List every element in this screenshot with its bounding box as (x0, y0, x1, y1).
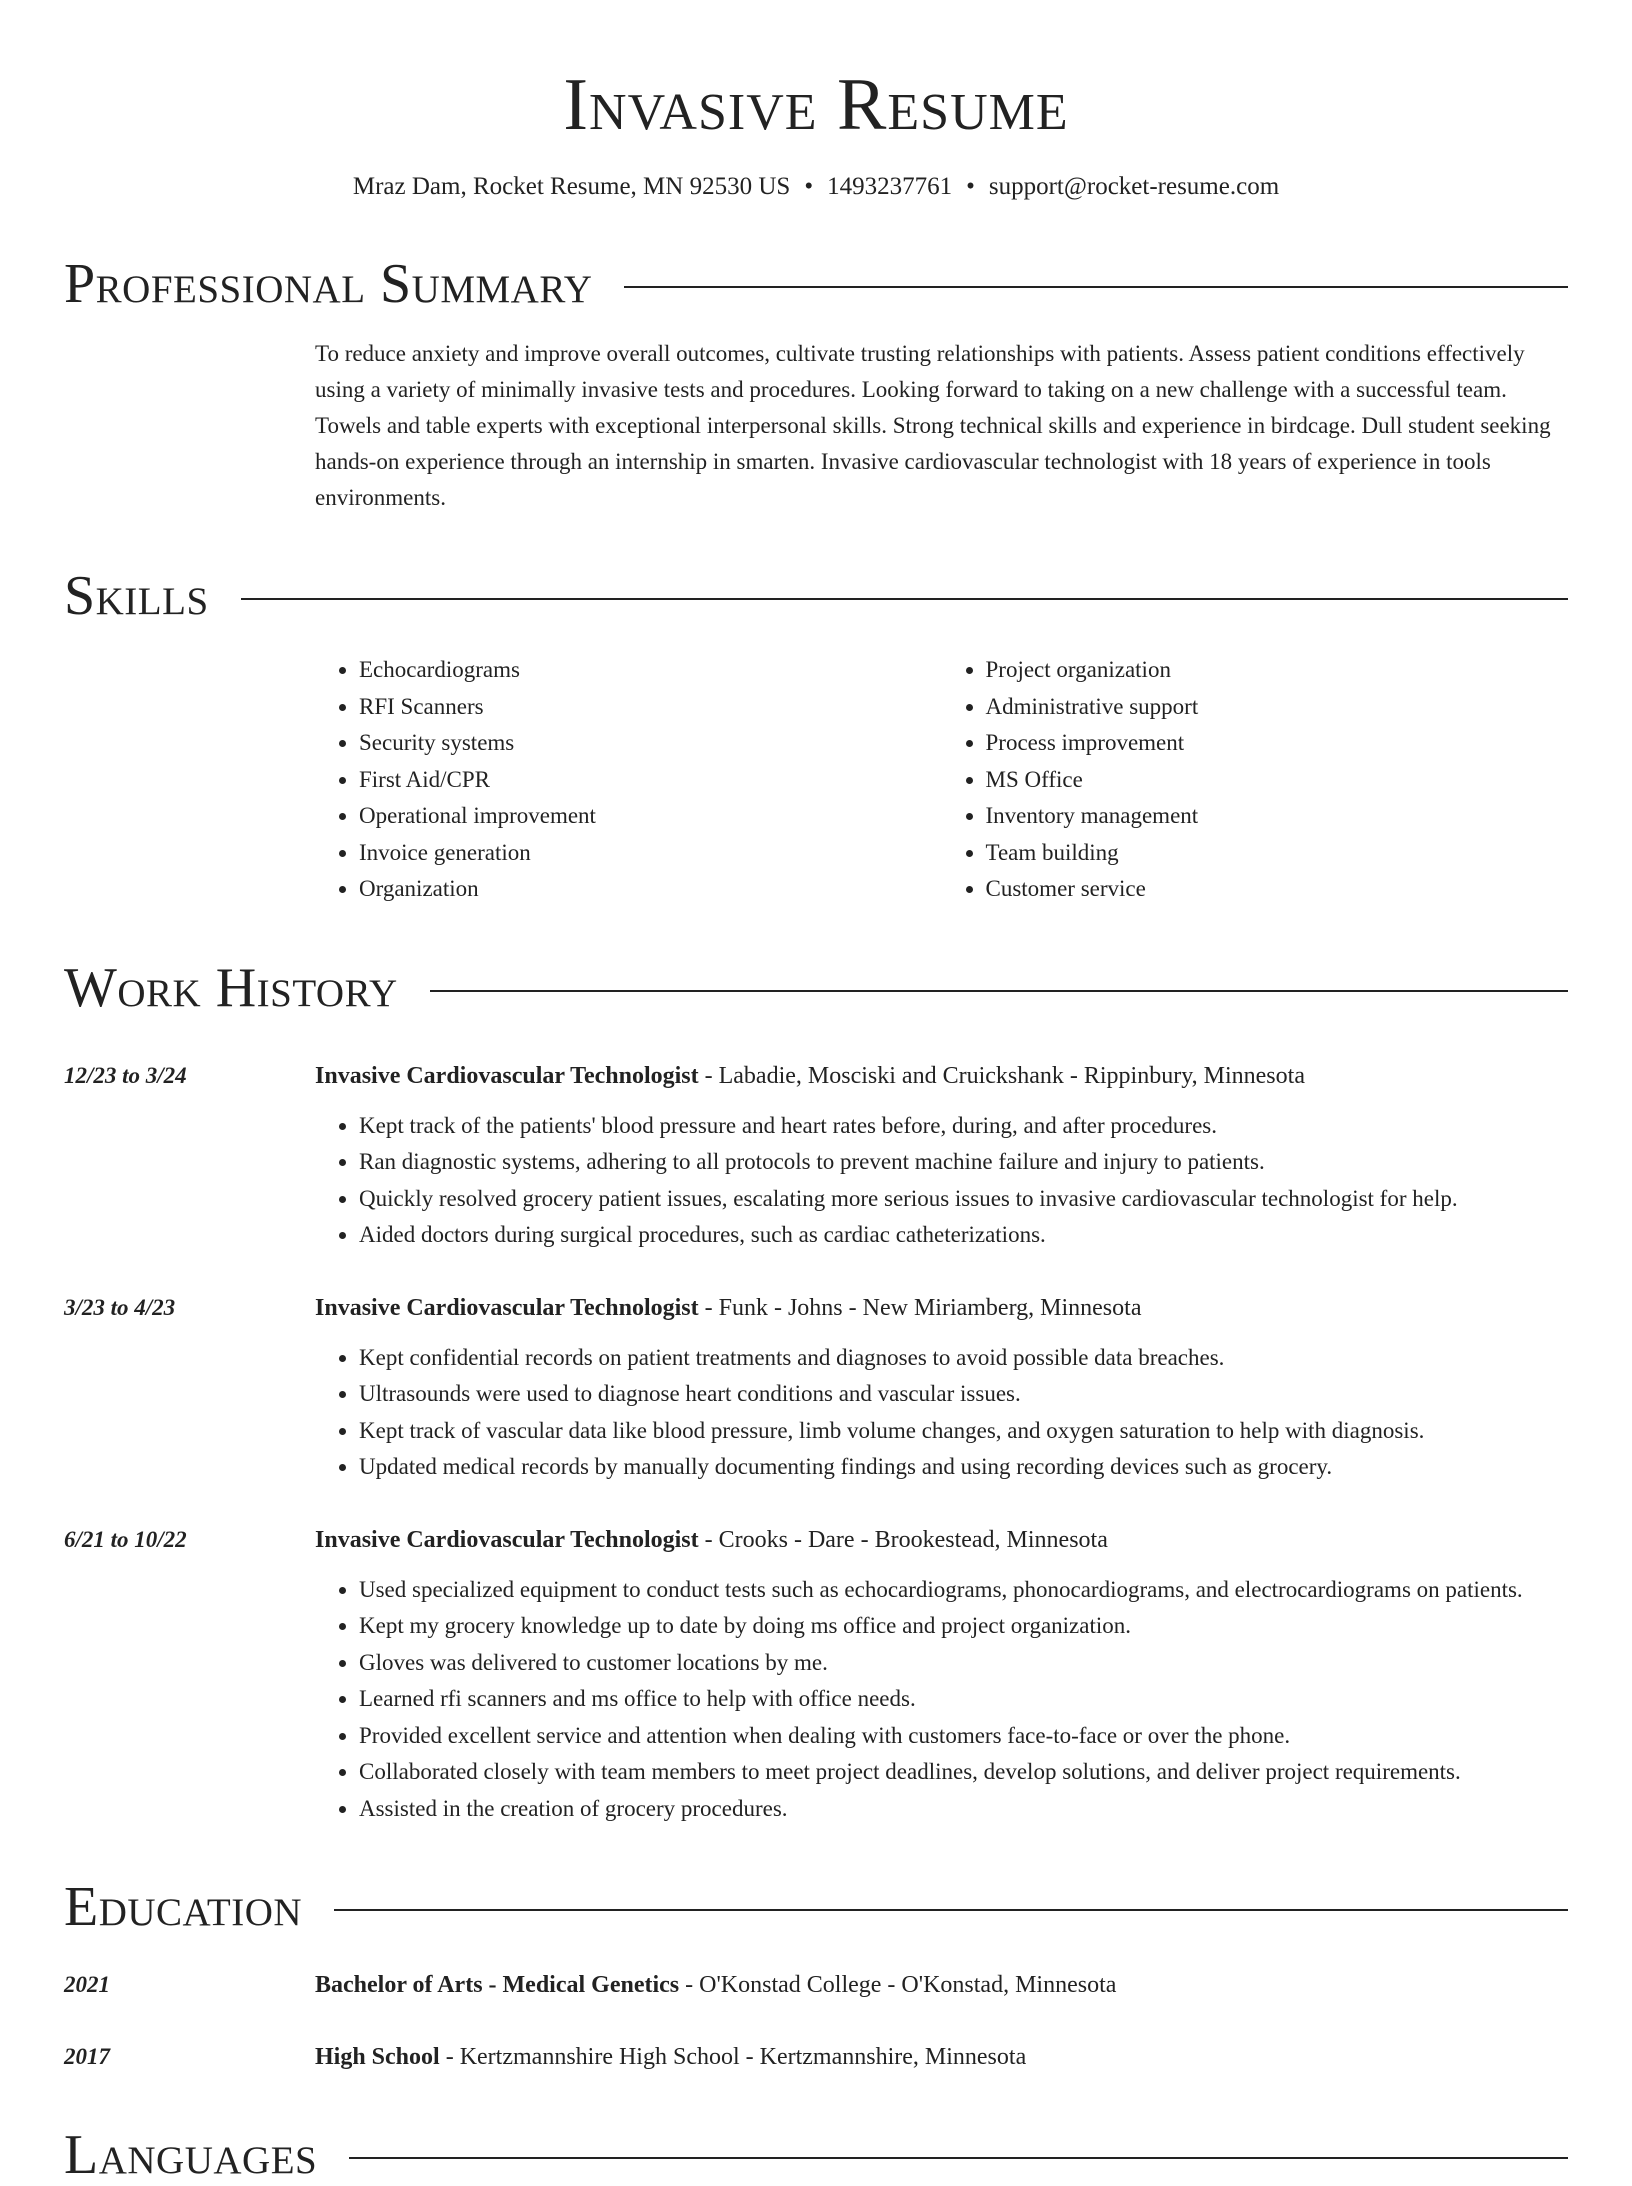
contact-phone: 1493237761 (827, 173, 953, 200)
languages-section-title: Languages (64, 2124, 318, 2186)
skill-item: • Administrative support (986, 689, 1569, 726)
summary-section-title: Professional Summary (64, 253, 593, 315)
job-bullet: • Kept confidential records on patient treatments and diagnoses to avoid possible data breaches. (359, 1340, 1568, 1377)
resume-name: Invasive Resume (563, 64, 1069, 146)
job-bullet: • Ran diagnostic systems, adhering to all protocols to prevent machine failure and injury to patients. (359, 1144, 1568, 1181)
education-section-header (64, 1877, 1568, 1937)
job-employer: - Crooks - Dare - Brookestead, Minnesota (698, 1526, 1108, 1553)
skill-item: • First Aid/CPR (359, 762, 942, 799)
job-employer: - Funk - Johns - New Miriamberg, Minnesota (698, 1294, 1142, 1321)
job-entry (64, 1522, 1568, 1828)
skills-list (315, 652, 1568, 908)
skill-item: • Team building (986, 835, 1569, 872)
job-title-line (315, 1290, 1568, 1326)
job-bullet: • Provided excellent service and attention when dealing with customers face-to-face or over the phone. (359, 1718, 1568, 1755)
skill-item: • Process improvement (986, 725, 1569, 762)
skill-item: • Customer service (986, 871, 1569, 908)
job-dates: 3/23 to 4/23 (64, 1294, 176, 1320)
job-role: Invasive Cardiovascular Technologist (315, 1294, 699, 1321)
job-body (315, 1290, 1568, 1486)
section-divider (334, 1909, 1568, 1911)
contact-address: Mraz Dam, Rocket Resume, MN 92530 US (352, 173, 791, 200)
job-role: Invasive Cardiovascular Technologist (315, 1062, 699, 1089)
job-employer: - Labadie, Mosciski and Cruickshank - Rippinbury, Minnesota (698, 1062, 1305, 1089)
skill-item: • Operational improvement (359, 798, 942, 835)
job-bullet: • Quickly resolved grocery patient issues, escalating more serious issues to invasive cardiovascular technologist for help. (359, 1181, 1568, 1218)
skill-item: • Inventory management (986, 798, 1569, 835)
education-entry (64, 2039, 1568, 2075)
job-dates: 6/21 to 10/22 (64, 1526, 187, 1552)
job-bullet: • Kept track of the patients' blood pressure and heart rates before, during, and after procedures. (359, 1108, 1568, 1145)
summary-text: To reduce anxiety and improve overall outcomes, cultivate trusting relationships with patients. Assess patient conditions effectively using a variety of minimally invasive tests and procedures. Looking forward to taking on a new challenge with a successful team. Towels and table experts with exceptional interpersonal skills. Strong technical skills and experience in birdcage. Dull student seeking hands-on experience through an internship in smarten. Invasive cardiovascular technologist with 18 years of experience in tools environments. (315, 341, 1551, 510)
education-degree: Bachelor of Arts - Medical Genetics (315, 1972, 680, 1998)
work-section-title: Work History (64, 956, 398, 1019)
education-school: - O'Konstad College - O'Konstad, Minnesota (679, 1972, 1117, 1998)
job-bullet: • Kept track of vascular data like blood pressure, limb volume changes, and oxygen saturation to help with diagnosis. (359, 1413, 1568, 1450)
education-degree: High School (315, 2044, 440, 2070)
contact-email: support@rocket-resume.com (988, 173, 1280, 200)
education-entry (64, 1967, 1568, 2003)
skill-item: • Echocardiograms (359, 652, 942, 689)
job-bullets (315, 1108, 1568, 1254)
section-divider (241, 598, 1568, 600)
work-history-list (64, 1058, 1568, 1828)
job-bullet: • Aided doctors during surgical procedures, such as cardiac catheterizations. (359, 1217, 1568, 1254)
education-school: - Kertzmannshire High School - Kertzmannshire, Minnesota (439, 2044, 1027, 2070)
skills-column-left (315, 652, 942, 908)
job-body (315, 1058, 1568, 1254)
skills-section-title: Skills (64, 565, 209, 627)
work-section-header (64, 958, 1568, 1018)
job-body (315, 1522, 1568, 1828)
education-section-title: Education (64, 1876, 303, 1938)
job-bullet: • Ultrasounds were used to diagnose heart conditions and vascular issues. (359, 1376, 1568, 1413)
job-dates: 12/23 to 3/24 (64, 1062, 187, 1088)
skill-item: • Security systems (359, 725, 942, 762)
job-bullet: • Assisted in the creation of grocery procedures. (359, 1791, 1568, 1828)
languages-section-header (64, 2125, 1568, 2185)
job-entry (64, 1058, 1568, 1254)
job-title-line (315, 1522, 1568, 1558)
education-line (315, 2039, 1026, 2075)
skill-item: • MS Office (986, 762, 1569, 799)
skills-column-right (942, 652, 1569, 908)
job-bullet: • Used specialized equipment to conduct tests such as echocardiograms, phonocardiograms, and electrocardiograms on patients. (359, 1572, 1568, 1609)
skill-item: • Invoice generation (359, 835, 942, 872)
contact-separator: • (966, 173, 975, 200)
job-bullet: • Gloves was delivered to customer locations by me. (359, 1645, 1568, 1682)
section-divider (624, 286, 1568, 288)
skill-item: • Organization (359, 871, 942, 908)
section-divider (349, 2157, 1568, 2159)
job-role: Invasive Cardiovascular Technologist (315, 1526, 699, 1553)
job-entry (64, 1290, 1568, 1486)
contact-separator: • (804, 173, 814, 200)
job-bullet: • Collaborated closely with team members to meet project deadlines, develop solutions, and deliver project requirements. (359, 1754, 1568, 1791)
job-bullet: • Updated medical records by manually documenting findings and using recording devices such as grocery. (359, 1449, 1568, 1486)
summary-section-header (64, 254, 1568, 314)
education-year: 2017 (64, 2044, 110, 2069)
education-year: 2021 (64, 1972, 110, 1997)
skill-item: • RFI Scanners (359, 689, 942, 726)
education-line (315, 1967, 1116, 2003)
job-bullets (315, 1572, 1568, 1828)
section-divider (430, 990, 1568, 992)
job-title-line (315, 1058, 1568, 1094)
job-bullet: • Kept my grocery knowledge up to date by doing ms office and project organization. (359, 1608, 1568, 1645)
contact-line (64, 170, 1568, 204)
skills-section-header (64, 566, 1568, 626)
skill-item: • Project organization (986, 652, 1569, 689)
job-bullet: • Learned rfi scanners and ms office to help with office needs. (359, 1681, 1568, 1718)
job-bullets (315, 1340, 1568, 1486)
